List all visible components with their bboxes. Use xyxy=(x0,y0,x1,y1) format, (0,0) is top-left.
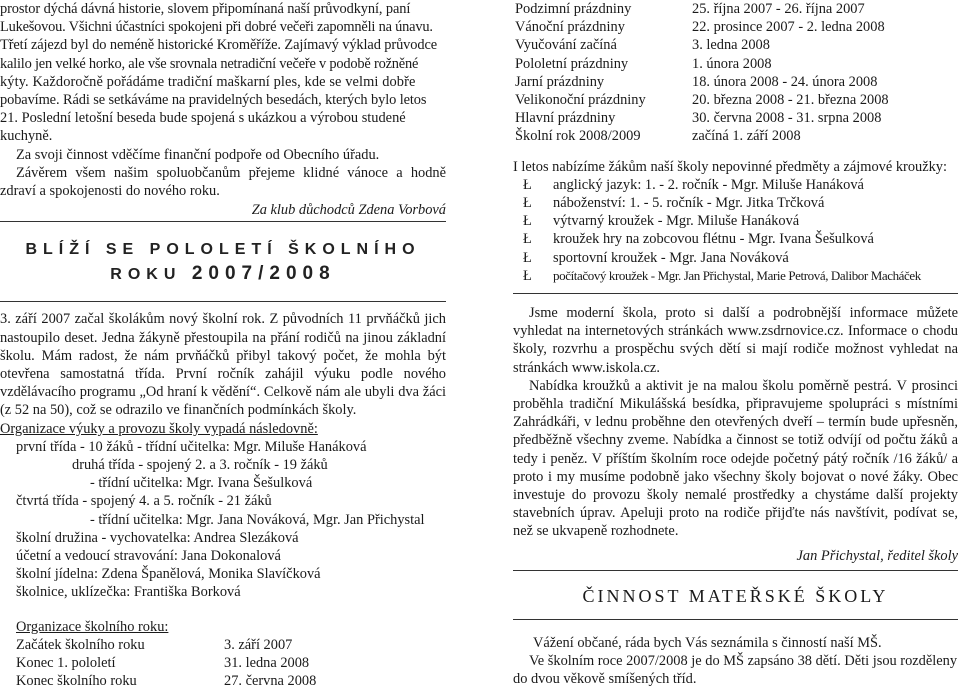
row-value: 30. června 2008 - 31. srpna 2008 xyxy=(692,110,882,127)
row-label: Pololetní prázdniny xyxy=(515,55,629,72)
table-row xyxy=(515,91,958,109)
row-label: Konec školního roku xyxy=(16,673,137,690)
wish-paragraph: Závěrem všem našim spoluobčanům přejeme klidné vánoce a hodně zdraví a spokojenosti do nového roku. xyxy=(0,164,446,200)
list-item xyxy=(513,267,958,285)
ms-paragraph: Ve školním roce 2007/2008 je do MŠ zapsáno 38 dětí. Děti jsou rozděleny do dvou věkově smíšených tříd. xyxy=(513,653,958,688)
signature-club: Za klub důchodců Zdena Vorbová xyxy=(251,202,446,219)
year-table xyxy=(0,636,446,691)
text-line: prostor dýchá dávná historie, slovem připomínaná naší průvodkyní, paní xyxy=(0,1,411,17)
table-row xyxy=(515,73,958,91)
text-line: Lukešovou. Všichni účastníci spokojeni při dobré večeři zapomněli na únavu. xyxy=(0,19,433,36)
list-item-text: náboženství: 1. - 5. ročník - Mgr. Jitka Trčková xyxy=(553,195,825,212)
table-row xyxy=(16,672,446,690)
bullet-icon: Ł xyxy=(523,267,532,284)
bullet-icon: Ł xyxy=(523,231,532,248)
row-value: 1. února 2008 xyxy=(692,55,772,72)
org-line: první třída - 10 žáků - třídní učitelka: Mgr. Miluše Hanáková xyxy=(16,438,367,455)
row-value: 22. prosince 2007 - 2. ledna 2008 xyxy=(692,19,885,36)
org-line: - třídní učitelka: Mgr. Jana Nováková, Mgr. Jan Přichystal xyxy=(90,511,425,528)
row-label: Velikonoční prázdniny xyxy=(515,92,646,109)
list-item xyxy=(513,212,958,230)
section-divider xyxy=(0,301,446,302)
holiday-table xyxy=(513,0,958,146)
row-label: Začátek školního roku xyxy=(16,636,145,653)
section-heading-kindergarten: ČINNOST MATEŘSKÉ ŠKOLY xyxy=(582,585,889,606)
row-value: 3. září 2007 xyxy=(224,636,293,653)
text-line: pobavíme. Rádi se setkáváme na pravidelných besedách, kterých bylo letos xyxy=(0,92,427,109)
bullet-icon: Ł xyxy=(523,213,532,230)
intro-paragraph xyxy=(0,0,446,146)
org-line: - třídní učitelka: Mgr. Ivana Šešulková xyxy=(90,475,313,492)
table-row xyxy=(515,36,958,54)
row-value: 18. února 2008 - 24. února 2008 xyxy=(692,73,878,90)
section-divider xyxy=(513,619,958,620)
table-row xyxy=(16,654,446,672)
row-value: 27. června 2008 xyxy=(224,673,317,690)
org-line: čtvrtá třída - spojený 4. a 5. ročník - 21 žáků xyxy=(16,493,272,510)
row-label: Vyučování začíná xyxy=(515,37,617,54)
left-column xyxy=(0,0,446,691)
courses-intro: I letos nabízíme žákům naší školy nepovinné předměty a zájmové kroužky: xyxy=(513,158,947,175)
org-title: Organizace výuky a provozu školy vypadá následovně: xyxy=(0,420,318,437)
section-divider xyxy=(0,221,446,222)
web-info-paragraph: Jsme moderní škola, proto si další a podrobnější informace můžete vyhledat na internetových stránkách www.zsdrnovice.cz. Informace o chodu školy, rozvrhu a prospěchu svých dětí si mají rodiče možnost vyhledat na stránkách www.iskola.cz. xyxy=(513,305,958,376)
row-label: Jarní prázdniny xyxy=(515,73,605,90)
row-label: Hlavní prázdniny xyxy=(515,110,616,127)
school-paragraph: 3. září 2007 začal školákům nový školní rok. Z původních 11 prvňáčků jich nastoupilo deset. Jedna žákyně přestoupila na přání rodičů na jinou základní školu. Mám radost, že nám prvňáčků přibyl takový počet, že mohla být otevřena samostatná třída. První ročník zahájil výuku podle nového vzdělávacího programu „Od hraní k vědění“. Celkově nám ale ubyli dva žáci (z 52 na 50), což se odrazilo ve finančních podmínkách školy. xyxy=(0,311,446,419)
table-row xyxy=(515,109,958,127)
heading-line-2 xyxy=(0,262,446,287)
text-line: kuchyně. xyxy=(0,128,53,145)
list-item-text: anglický jazyk: 1. - 2. ročník - Mgr. Miluše Hanáková xyxy=(553,176,864,193)
bullet-icon: Ł xyxy=(523,195,532,212)
row-label: Podzimní prázdniny xyxy=(515,1,632,17)
row-label: Konec 1. pololetí xyxy=(16,655,116,672)
heading-line-1: BLÍŽÍ SE POLOLETÍ ŠKOLNÍHO xyxy=(25,241,421,259)
bullet-icon: Ł xyxy=(523,249,532,266)
row-value: 3. ledna 2008 xyxy=(692,37,770,54)
ms-greeting: Vážení občané, ráda bych Vás seznámila s činností naší MŠ. xyxy=(533,634,882,651)
section-divider xyxy=(513,570,958,571)
row-value: začíná 1. září 2008 xyxy=(692,128,801,145)
text-line: 21. Poslední letošní beseda bude spojená s ukázkou a výrobou studené xyxy=(0,110,406,127)
row-value: 25. října 2007 - 26. října 2007 xyxy=(692,1,865,17)
text-line: kýty. Každoročně pořádáme tradiční maškarní ples, kde se velmi dobře xyxy=(0,73,416,90)
list-item xyxy=(513,194,958,212)
org-line: školní družina - vychovatelka: Andrea Slezáková xyxy=(16,529,299,546)
right-column xyxy=(513,0,958,689)
bullet-icon: Ł xyxy=(523,176,532,193)
list-item-text: výtvarný kroužek - Mgr. Miluše Hanáková xyxy=(553,213,800,230)
courses-list xyxy=(513,176,958,285)
list-item-text: počítačový kroužek - Mgr. Jan Přichystal, Marie Petrová, Dalibor Macháček xyxy=(553,267,921,283)
list-item xyxy=(513,176,958,194)
row-label: Vánoční prázdniny xyxy=(515,19,625,36)
table-row xyxy=(515,0,958,18)
list-item-text: kroužek hry na zobcovou flétnu - Mgr. Ivana Šešulková xyxy=(553,231,874,248)
org-list xyxy=(0,438,446,602)
section-divider xyxy=(513,293,958,294)
text-line: Třetí zájezd byl do neméně historické Kroměříže. Zajímavý výklad průvodce xyxy=(0,37,438,54)
list-item xyxy=(513,249,958,267)
row-label: Školní rok 2008/2009 xyxy=(515,128,641,145)
table-row xyxy=(515,127,958,145)
row-value: 31. ledna 2008 xyxy=(224,655,310,672)
org-line: školnice, uklízečka: Františka Borková xyxy=(16,584,241,601)
list-item xyxy=(513,230,958,248)
heading-year: 2007/2008 xyxy=(191,263,336,285)
section-heading-school xyxy=(0,238,446,287)
support-note: Za svoji činnost vděčíme finanční podpoře od Obecního úřadu. xyxy=(16,146,380,163)
heading-roku: ROKU xyxy=(110,266,182,284)
text-line: kalilo jen velké horko, ale vše srovnala netradiční večeře v podobě rožněné xyxy=(0,55,419,72)
row-value: 20. března 2008 - 21. března 2008 xyxy=(692,92,889,109)
activities-paragraph: Nabídka kroužků a aktivit je na malou školu poměrně pestrá. V prosinci proběhla tradiční Mikulášská besídka, připravujeme spolupráci s místními Zahrádkáři, v lednu proběhne den otevřených dveří – termín bude upřesněn, předběžně všechny zveme. Nabídka a činnost se totiž odvíjí od počtu žáků a tedy i peněz. V příštím školním roce odejde početný pátý ročník /16 žáků/ a proto i my musíme podobně jako všechny školy bojovat o nové žáky. Obec investuje do provozu školy nemalé prostředky a chystáme další projekty stavebních úprav. Apeluji proto na rodiče přijďte nás navštívit, podívat se, než se ukvapeně rozhodnete. xyxy=(513,377,958,540)
year-title: Organizace školního roku: xyxy=(16,618,169,635)
org-line: školní jídelna: Zdena Španělová, Monika Slavíčková xyxy=(16,566,321,583)
table-row xyxy=(16,636,446,654)
org-line: druhá třída - spojený 2. a 3. ročník - 19 žáků xyxy=(72,457,328,474)
table-row xyxy=(515,55,958,73)
list-item-text: sportovní kroužek - Mgr. Jana Nováková xyxy=(553,249,789,266)
table-row xyxy=(515,18,958,36)
signature-director: Jan Přichystal, ředitel školy xyxy=(796,547,958,564)
org-line: účetní a vedoucí stravování: Jana Dokonalová xyxy=(16,548,281,565)
